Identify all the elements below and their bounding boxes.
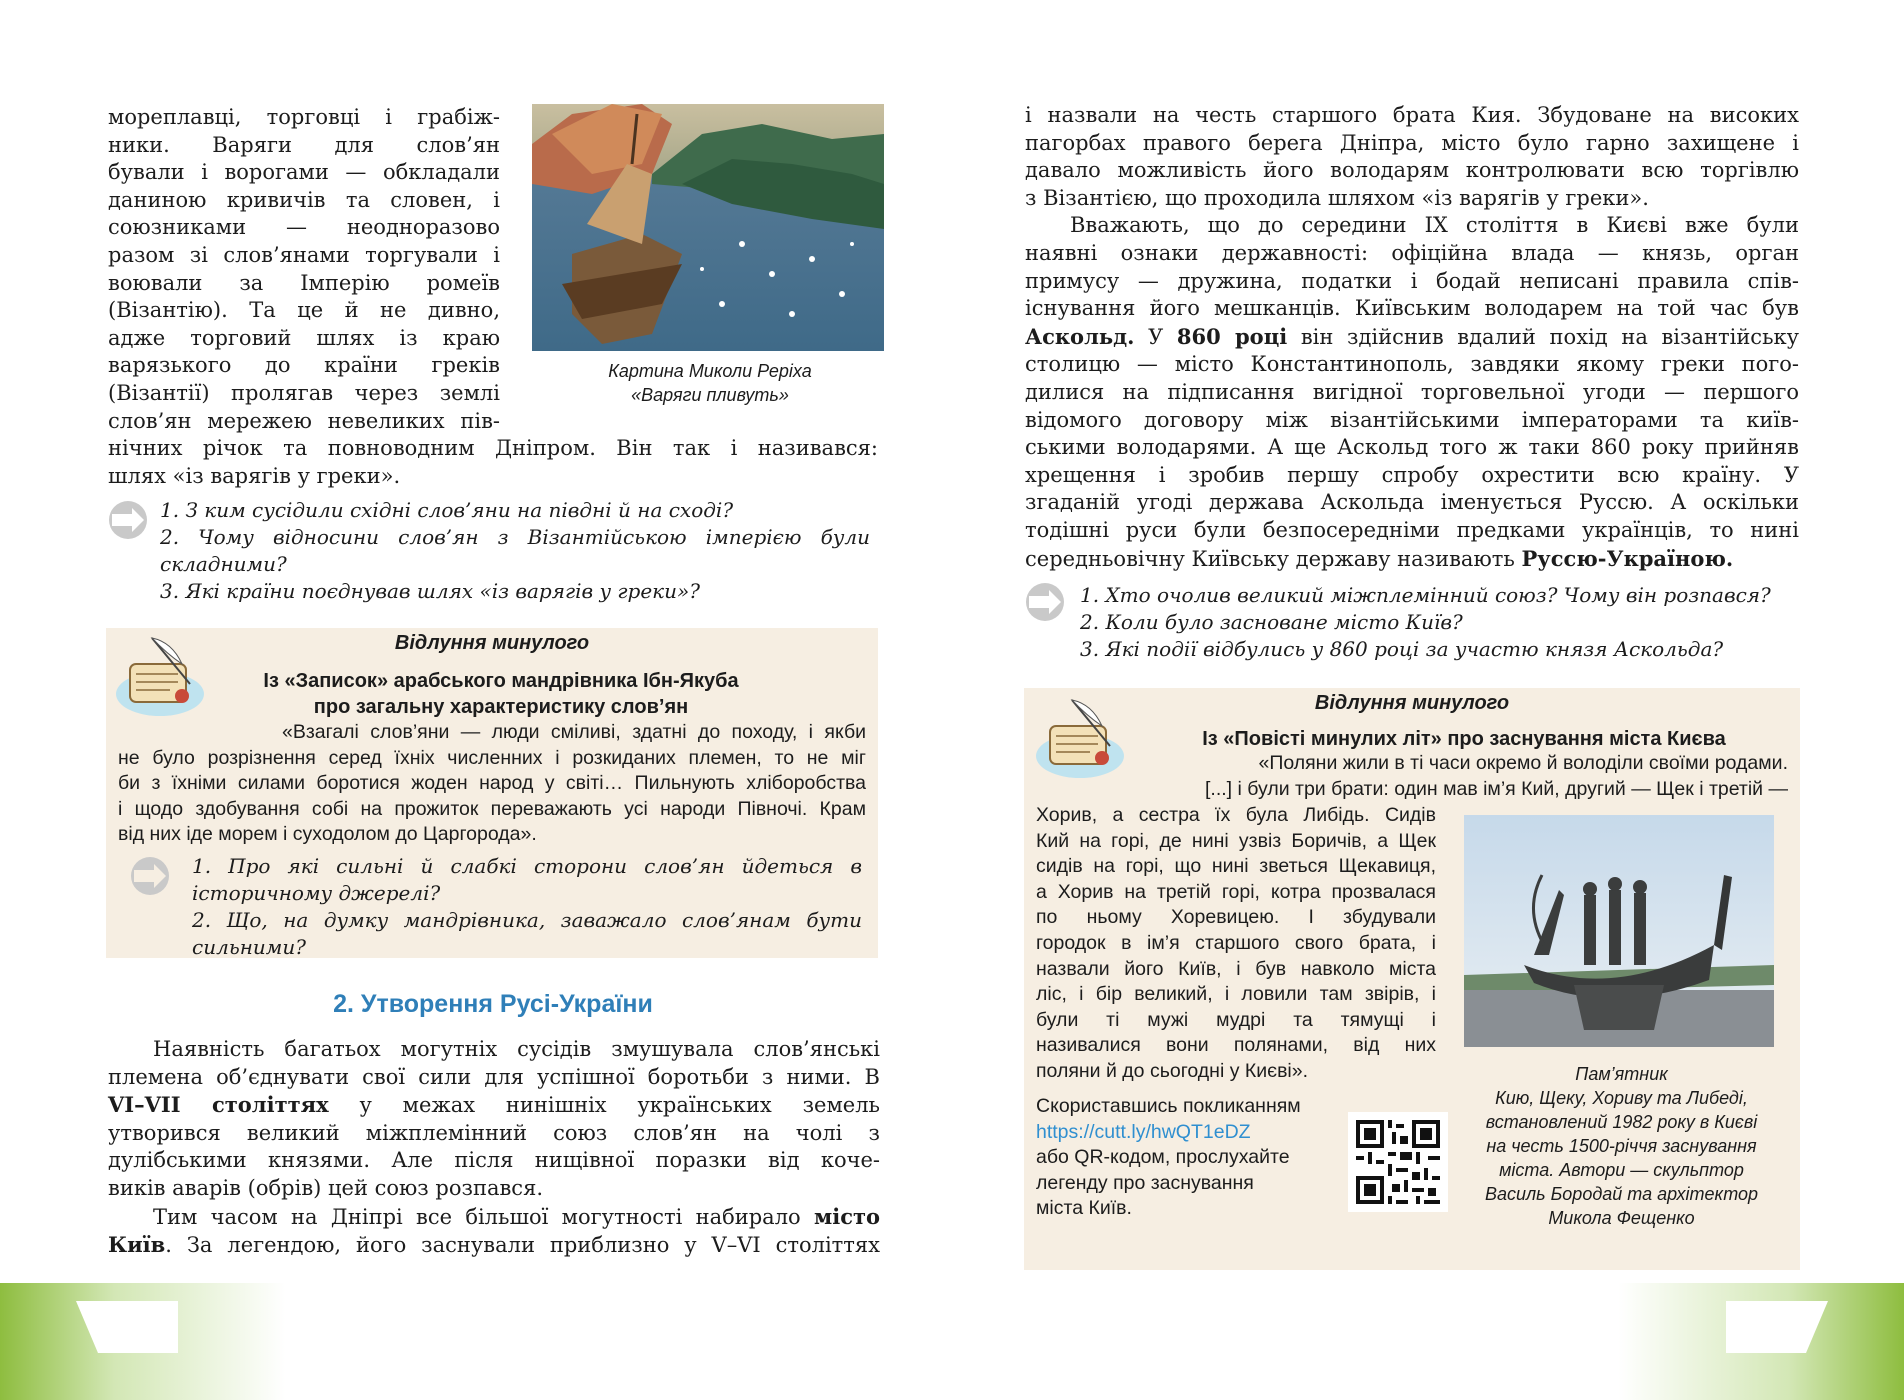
arrow-question-icon <box>130 856 170 896</box>
body-line: племена об’єднувати свої сили для успішної боротьби з ними. В <box>108 1064 880 1089</box>
body-line: дилися на підписання вигідної торговельної угоди — першого <box>1025 379 1799 404</box>
intro-wrapped-text <box>108 104 500 435</box>
echo-box-quote-top: «Поляни жили в ті часи окремо й володіли своїми родами. [...] і були три брати: один мав ім’я Кий, другий — Щек і третій — <box>1205 752 1788 800</box>
echo-box-quote: «Взагалі слов’яни — люди сміливі, здатні до походу, і якби не було розрізнення серед їхніх численних і розкиданих племен, то не міг би з їхніми силами боротися жоден народ у світі… Пильнують хліборобства і щодо здобування собі на прожиток переважають усі народи Півночі. Крам від них іде морем і суходолом до Царгорода». <box>118 721 866 846</box>
intro-line: варязького до країни греків <box>108 353 500 378</box>
echo-box-title: Відлуння минулого <box>1314 692 1510 714</box>
intro-line: ники. Варяги для слов’ян <box>108 132 500 157</box>
intro-full-text: нічних річок та повноводним Дніпром. Він так і називався: шлях «із варягів у греки». <box>108 436 878 488</box>
intro-line: (Візантії) пролягав через землі <box>108 380 500 405</box>
right-page <box>952 0 1904 1400</box>
body-line: Київ. За легендою, його заснували приблизно у V–VI століттях <box>108 1232 880 1258</box>
body-line: тодішні руси були безпосередніми предками українців, то нині <box>1025 517 1799 542</box>
body-line: Аскольд. У 860 році він здійснив вдалий похід на візантійську <box>1025 323 1799 349</box>
monument-caption: Пам’ятник Кию, Щеку, Хориву та Либеді, встановлений 1982 року в Києві на честь 1500-річчя заснування міста. Автори — скульптор Василь Бородай та архітектор Микола Фещенко <box>1484 1064 1759 1228</box>
body-line: Тим часом на Дніпрі все більшої могутності набирало місто <box>153 1203 880 1229</box>
echo-box-questions: 1. Про які сильні й слабкі сторони слов’ян йдеться в історичному джерелі? 2. Що, на думку мандрівника, заважало слов’янам бути сильними? <box>192 854 862 959</box>
questions-block-1: 1. З ким сусідили східні слов’яни на півдні й на сході? 2. Чому відносини слов’ян з Візантійською імперією були складними? 3. Які країни поєднував шлях «із варягів у греки»? <box>160 498 870 603</box>
echo-box-title: Відлуння минулого <box>394 632 590 654</box>
qr-link[interactable]: https://cutt.ly/hwQT1eDZ <box>1036 1120 1251 1143</box>
arrow-question-icon <box>108 500 148 540</box>
intro-line: слов’ян мережею невеликих пів- <box>108 408 500 433</box>
body-line: виків аварів (обрів) цей союз розпався. <box>108 1175 543 1200</box>
intro-line: разом зі слов’янами торгували і <box>108 242 500 267</box>
intro-line: мореплавці, торговці і грабіж- <box>108 105 500 129</box>
painting-caption: Картина Миколи Реріха «Варяги пливуть» <box>608 361 812 405</box>
intro-line: даниною кривичів та словен, і <box>108 187 500 212</box>
intro-line: союзниками — неодноразово <box>108 215 500 240</box>
body-line: давало можливість його володарям контролювати всю торгівлю <box>1025 158 1799 183</box>
section-title: 2. Утворення Русі-України <box>333 990 653 1018</box>
painting-varangians-image <box>532 104 884 351</box>
intro-line: воювали за Імперію ромеїв <box>108 270 500 295</box>
body-line: існування його мешканців. Київським володарем на той час був <box>1025 296 1799 321</box>
echo-box-right <box>1024 688 1800 1270</box>
echo-box-subtitle: Із «Повісті минулих літ» про заснування міста Києва <box>1202 728 1726 750</box>
echo-box-left <box>106 628 878 958</box>
left-body-text <box>108 1036 880 1260</box>
echo-box-quote-column: Хорив, а сестра їх була Либідь. Сидів Кий на горі, де нині узвіз Боричів, а Щек сидів на горі, що нині зветься Щекавиця, а Хорив на третій горі, котра прозвалася по ньому Хоревицею. І збудували городок в ім’я старшого свого брата, і назвали його Київ, і був навколо міста ліс, і бір великий, і ловили там звірів, і були ті мужі мудрі та тямущі і називалися вони полянами, від них поляни й до сьогодні у Києві». <box>1036 804 1436 1082</box>
body-line: пагорбах правого берега Дніпра, місто було гарно захищене і <box>1025 130 1799 155</box>
body-line: ськими володарями. А ще Аскольд того ж таки 860 року прийняв <box>1025 435 1799 460</box>
footer-band <box>0 1283 1904 1400</box>
body-line: з Візантією, що проходила шляхом «із варягів у греки». <box>1025 185 1649 210</box>
echo-box-subtitle: Із «Записок» арабського мандрівника Ібн-Якуба про загальну характеристику слов’ян <box>263 670 739 718</box>
arrow-question-icon <box>1025 582 1065 622</box>
intro-line: (Візантію). Та це й не дивно, <box>108 298 500 323</box>
body-line: VI–VII століттях у межах нинішніх українських земель <box>108 1092 880 1118</box>
right-body-text <box>1025 102 1799 573</box>
intro-line: бували і ворогами — обкладали <box>108 160 500 185</box>
intro-line: адже торговий шлях із краю <box>108 325 500 350</box>
body-line: Вважають, що до середини IX століття в Києві вже були <box>1070 213 1799 238</box>
body-line: утворився великий міжплемінний союз слов’ян на чолі з <box>108 1120 880 1145</box>
kyiv-founders-monument-image <box>1464 815 1774 1047</box>
body-line: середньовічну Київську державу називають Руссю-Україною. <box>1025 545 1734 571</box>
body-line: примусу — дружина, податки і бодай неписані правила спів- <box>1025 268 1799 293</box>
body-line: наявні ознаки державності: офіційна влада — князь, орган <box>1025 240 1799 265</box>
body-line: згаданій угоді держава Аскольда іменується Руссю. А оскільки <box>1025 490 1799 515</box>
body-line: столицю — місто Константинополь, завдяки якому греки пого- <box>1025 352 1799 377</box>
questions-block-2: 1. Хто очолив великий міжплемінний союз? Чому він розпався? 2. Коли було засноване місто Київ? 3. Які події відбулись у 860 році за участю князя Аскольда? <box>1080 583 1771 661</box>
qr-instructions: Скориставшись покликанням https://cutt.ly/hwQT1eDZ або QR-кодом, прослухайте легенду про заснування міста Київ. <box>1036 1094 1336 1222</box>
body-line: і назвали на честь старшого брата Кия. Збудоване на високих <box>1025 103 1799 127</box>
body-line: відомого договору між візантійськими імператорами та київ- <box>1025 407 1799 432</box>
body-line: Наявність багатьох могутніх сусідів змушувала слов’янські <box>153 1037 880 1061</box>
body-line: дулібськими князями. Але після нищівної поразки від коче- <box>108 1148 880 1173</box>
qr-code-icon[interactable] <box>1348 1112 1448 1212</box>
body-line: хрещення і зробив першу спробу охрестити всю країну. У <box>1025 462 1799 487</box>
